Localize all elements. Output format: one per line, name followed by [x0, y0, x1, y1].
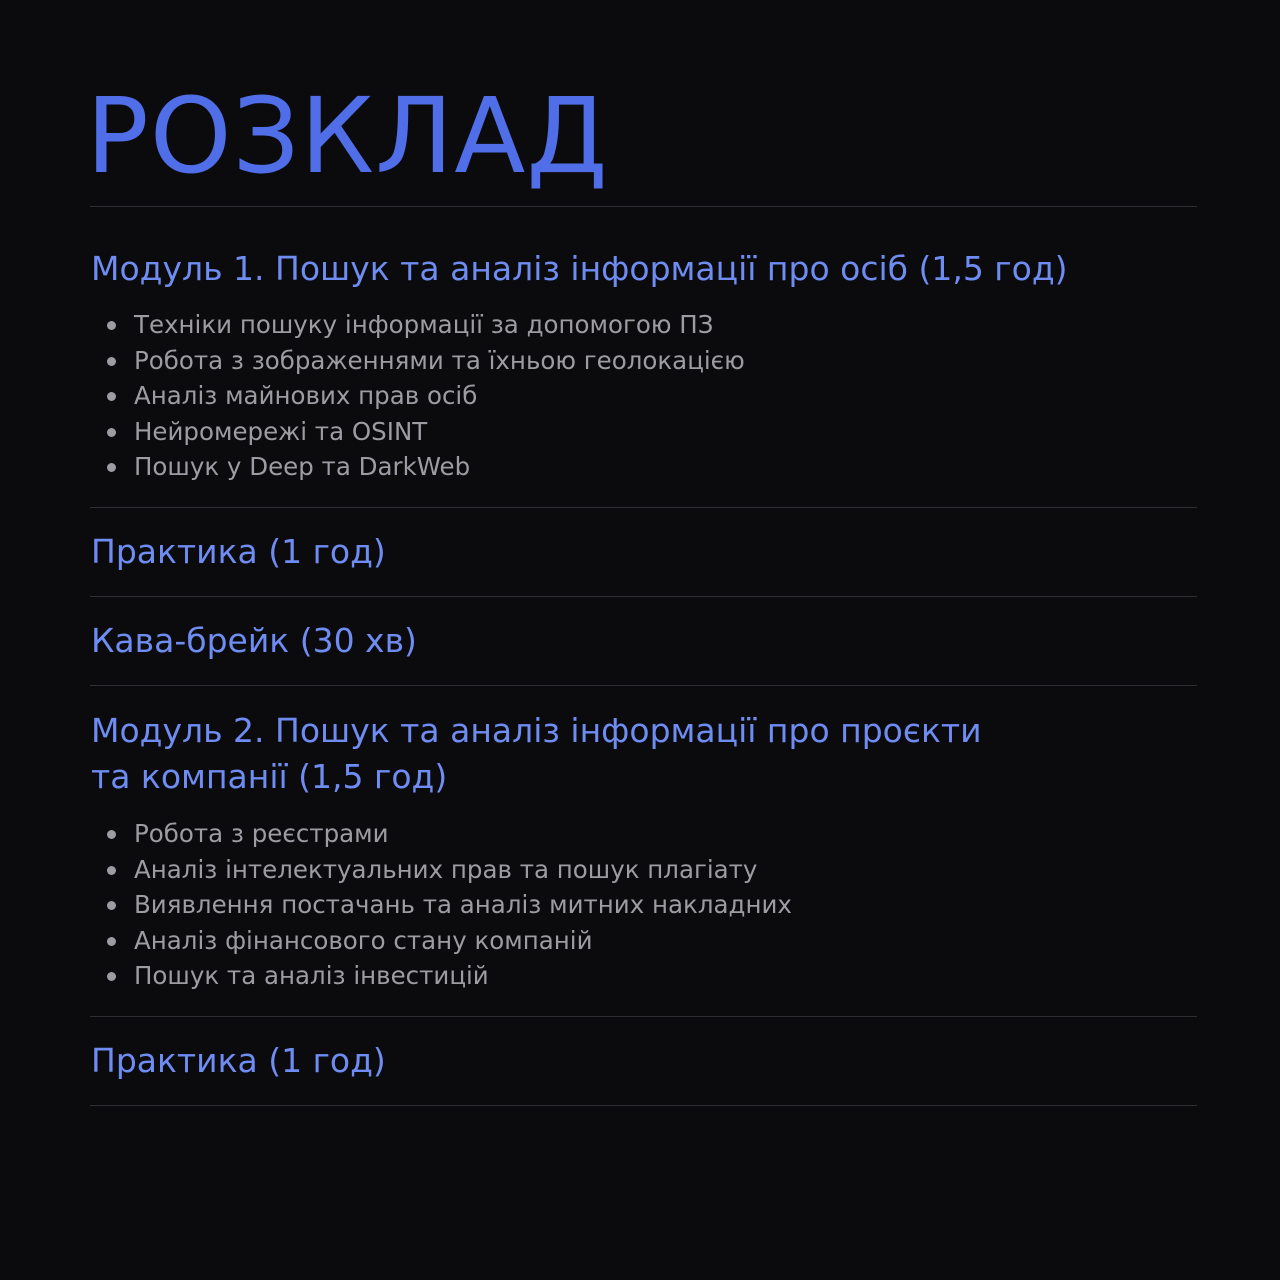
list-item: Пошук у Deep та DarkWeb: [91, 449, 745, 485]
module-1-topics: [91, 307, 745, 485]
list-item: Нейромережі та OSINT: [91, 414, 745, 450]
divider: [90, 596, 1197, 597]
list-item: Техніки пошуку інформації за допомогою ПЗ: [91, 307, 745, 343]
list-item: Аналіз інтелектуальних прав та пошук плагіату: [91, 852, 792, 888]
list-item: Аналіз майнових прав осіб: [91, 378, 745, 414]
module-2-heading: [91, 708, 982, 800]
practice-2-heading: Практика (1 год): [91, 1041, 386, 1080]
list-item: Робота з реєстрами: [91, 816, 792, 852]
module-2-topics: [91, 816, 792, 994]
practice-1-heading: Практика (1 год): [91, 532, 386, 571]
list-item: Пошук та аналіз інвестицій: [91, 958, 792, 994]
list-item: Аналіз фінансового стану компаній: [91, 923, 792, 959]
divider: [90, 507, 1197, 508]
divider: [90, 206, 1197, 207]
list-item: Виявлення постачань та аналіз митних накладних: [91, 887, 792, 923]
divider: [90, 1016, 1197, 1017]
list-item: Робота з зображеннями та їхньою геолокацією: [91, 343, 745, 379]
divider: [90, 685, 1197, 686]
page-title: РОЗКЛАД: [86, 75, 609, 197]
module-2-heading-line: Модуль 2. Пошук та аналіз інформації про проєкти: [91, 711, 982, 750]
module-2-heading-line: та компанії (1,5 год): [91, 757, 448, 796]
coffee-break-heading: Кава-брейк (30 хв): [91, 621, 417, 660]
divider: [90, 1105, 1197, 1106]
module-1-heading: Модуль 1. Пошук та аналіз інформації про осіб (1,5 год): [91, 249, 1068, 288]
